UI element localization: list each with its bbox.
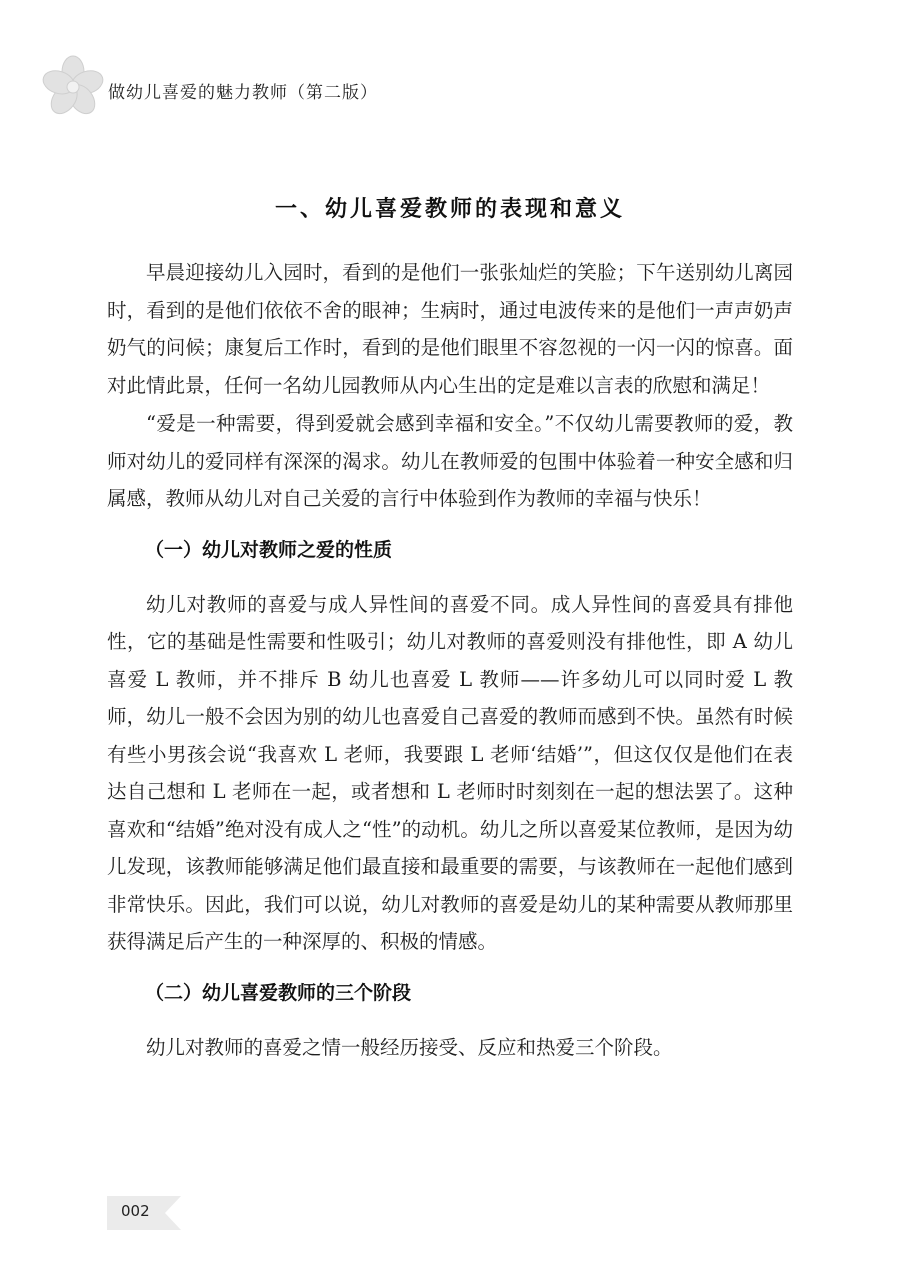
body-text: [107, 254, 793, 1067]
intro-paragraph-2: “爱是一种需要，得到爱就会感到幸福和安全。”不仅幼儿需要教师的爱，教师对幼儿的爱同样有深深的渴求。幼儿在教师爱的包围中体验着一种安全感和归属感，教师从幼儿对自己关爱的言行中体验到作为教师的幸福与快乐！: [107, 412, 793, 510]
section-heading-2: （二）幼儿喜爱教师的三个阶段: [145, 981, 412, 1004]
book-title: 做幼儿喜爱的魅力教师（第二版）: [108, 83, 378, 103]
section-1-paragraph: 幼儿对教师的喜爱与成人异性间的喜爱不同。成人异性间的喜爱具有排他性，它的基础是性需要和性吸引；幼儿对教师的喜爱则没有排他性，即 A 幼儿喜爱 L 教师，并不排斥 B 幼儿也喜爱 L 教师——许多幼儿可以同时爱 L 教师，幼儿一般不会因为别的幼儿也喜爱自己喜爱的教师而感到不快。虽然有时候有些小男孩会说“我喜欢 L 老师，我要跟 L 老师‘结婚’”，但这仅仅是他们在表达自己想和 L 老师在一起，或者想和 L 老师时时刻刻在一起的想法罢了。这种喜欢和“结婚”绝对没有成人之“性”的动机。幼儿之所以喜爱某位教师，是因为幼儿发现，该教师能够满足他们最直接和最重要的需要，与该教师在一起他们感到非常快乐。因此，我们可以说，幼儿对教师的喜爱是幼儿的某种需要从教师那里获得满足后产生的一种深厚的、积极的情感。: [107, 592, 793, 953]
running-header: [38, 52, 638, 122]
intro-paragraph-1: 早晨迎接幼儿入园时，看到的是他们一张张灿烂的笑脸；下午送别幼儿离园时，看到的是他们依依不舍的眼神；生病时，通过电波传来的是他们一声声奶声奶气的问候；康复后工作时，看到的是他们眼里不容忽视的一闪一闪的惊喜。面对此情此景，任何一名幼儿园教师从内心生出的定是难以言表的欣慰和满足！: [107, 261, 793, 397]
section-heading-1: （一）幼儿对教师之爱的性质: [145, 538, 393, 561]
page-number-tab: [107, 1196, 217, 1230]
section-2-paragraph: 幼儿对教师的喜爱之情一般经历接受、反应和热爱三个阶段。: [146, 1035, 673, 1059]
flower-icon: [38, 52, 108, 122]
page-number: 002: [121, 1202, 150, 1220]
chapter-title: 一、幼儿喜爱教师的表现和意义: [274, 197, 625, 222]
